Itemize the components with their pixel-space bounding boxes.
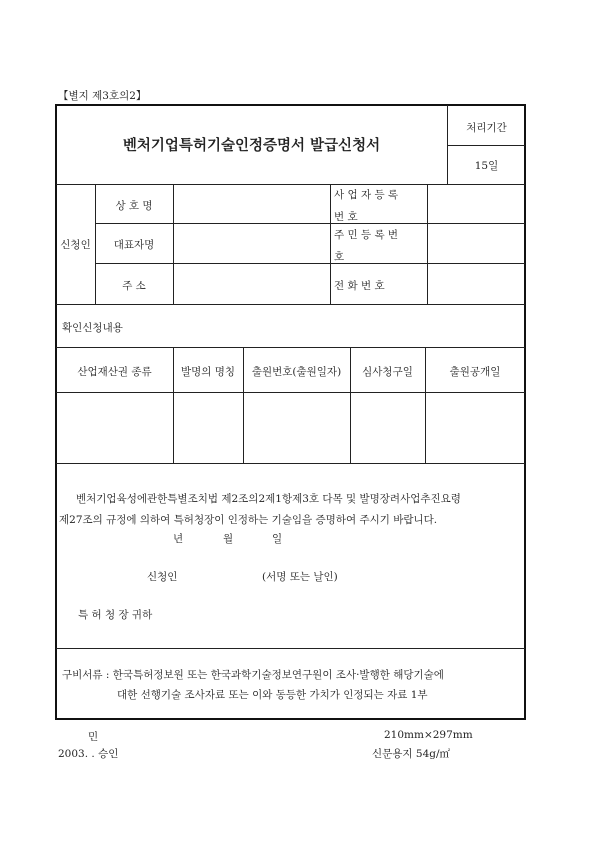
signer-label: 신청인	[147, 571, 178, 583]
trade-name-label: 상 호 명	[115, 200, 153, 212]
column-header: 출원번호(출원일자)	[251, 366, 342, 378]
table-cell[interactable]	[427, 394, 523, 462]
representative-field[interactable]	[175, 225, 329, 262]
paper-size: 210mm×297mm	[384, 729, 473, 741]
date-day-label: 일	[272, 533, 283, 545]
column-header: 산업재산권 종류	[77, 366, 152, 378]
resident-reg-label-2: 호	[334, 251, 345, 263]
resident-reg-label-1: 주 민 등 록 번	[334, 229, 399, 241]
statement-line-1: 벤처기업육성에관한특별조치법 제2조의2제1항제3호 다목 및 발명장려사업추진요령	[76, 493, 461, 505]
form-title: 벤처기업특허기술인정증명서 발급신청서	[122, 138, 381, 154]
column-header: 출원공개일	[449, 366, 501, 378]
statement-line-2: 제27조의 규정에 의하여 특허청장이 인정하는 기술임을 증명하여 주시기 바랍니다.	[59, 514, 438, 526]
processing-period-value: 15일	[474, 160, 499, 172]
footer-approval: 2003. . 승인	[58, 748, 119, 760]
phone-field[interactable]	[429, 265, 523, 303]
table-cell[interactable]	[57, 394, 172, 462]
addressee: 특 허 청 장 귀하	[78, 609, 153, 621]
business-reg-field[interactable]	[429, 186, 523, 222]
table-cell[interactable]	[175, 394, 242, 462]
table-cell[interactable]	[245, 394, 349, 462]
date-month-label: 월	[223, 533, 234, 545]
column-header: 심사청구일	[362, 366, 413, 378]
signature-note: (서명 또는 날인)	[262, 571, 338, 583]
footer-left-1: 민	[88, 731, 99, 743]
resident-reg-field[interactable]	[429, 225, 523, 262]
applicant-label: 신청인	[60, 239, 91, 251]
phone-label: 전 화 번 호	[334, 280, 385, 292]
date-year-label: 년	[173, 533, 184, 545]
paper-type: 신문용지 54g/㎡	[372, 748, 451, 760]
confirmation-label: 확인신청내용	[62, 322, 123, 334]
annex-label: 【별지 제3호의2】	[58, 90, 147, 102]
business-reg-label-1: 사 업 자 등 록	[334, 189, 399, 201]
representative-label: 대표자명	[113, 239, 155, 251]
trade-name-field[interactable]	[175, 186, 329, 222]
column-header: 발명의 명칭	[180, 366, 236, 378]
required-docs-line-2: 대한 선행기술 조사자료 또는 이와 동등한 가치가 인정되는 자료 1부	[117, 689, 428, 701]
business-reg-label-2: 번 호	[334, 211, 358, 223]
address-field[interactable]	[175, 265, 329, 303]
table-cell[interactable]	[352, 394, 424, 462]
processing-period-label: 처리기간	[466, 122, 507, 134]
required-docs-line-1: 구비서류 : 한국특허정보원 또는 한국과학기술정보연구원이 조사·발행한 해당기술에	[62, 669, 444, 681]
address-label: 주 소	[122, 280, 146, 292]
